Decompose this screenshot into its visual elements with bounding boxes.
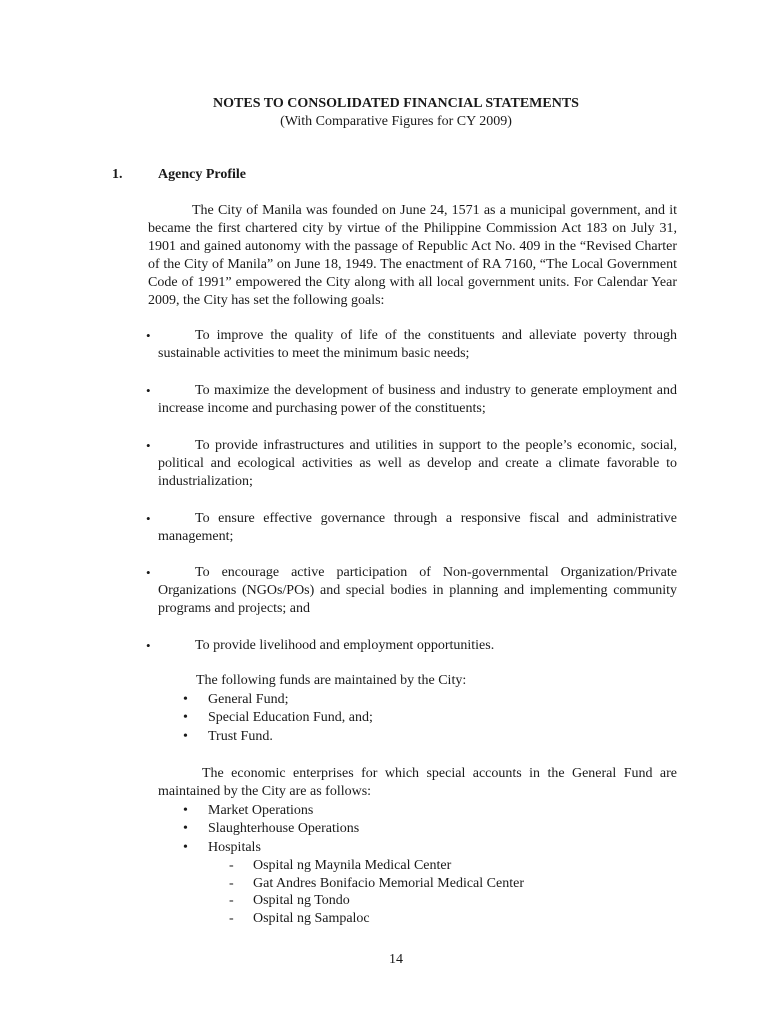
dash-icon: - [229,858,234,873]
enterprise-label: Slaughterhouse Operations [208,821,360,837]
intro-text: The City of Manila was founded on June 24, 1571 as a municipal government, and it became the first chartered city by virtue of the Philippine Commission Act 183 on July 31, 1901 and gained autonomy with the passage of Republic Act No. 409 in the “Revised Charter of the City of Manila” on June 18, 1949. The enactment of RA 7160, “The Local Government Code of 1991” empowered the City along with all local government units. For Calendar Year 2009, the City has set the following goals: [148,203,677,308]
bullet-icon: • [146,565,151,580]
fund-label: Trust Fund. [208,728,273,744]
bullet-icon: • [183,803,188,818]
list-item [183,728,373,746]
document-title: NOTES TO CONSOLIDATED FINANCIAL STATEMENTS [213,96,579,111]
bullet-icon: • [146,511,151,526]
enterprises-intro-text: The economic enterprises for which special accounts in the General Fund are maintained by the City are as follows: [158,766,677,799]
goal-text: To improve the quality of life of the constituents and alleviate poverty through sustainable activities to meet the minimum basic needs; [158,328,677,361]
goal-text: To provide infrastructures and utilities in support to the people’s economic, social, political and ecological activities as well as develop and create a climate favorable to industrialization; [158,438,677,489]
hospital-label: Ospital ng Tondo [253,893,350,908]
intro-paragraph [148,202,677,310]
funds-intro: The following funds are maintained by the City: [196,673,467,688]
section-number: 1. [112,167,123,182]
dash-icon: - [229,875,234,891]
bullet-icon: • [183,728,188,744]
enterprises-intro [158,765,677,801]
list-item [229,910,524,928]
bullet-icon: • [146,638,151,653]
list-item [183,709,373,727]
document-subtitle: (With Comparative Figures for CY 2009) [280,114,512,129]
hospital-label: Gat Andres Bonifacio Memorial Medical Center [253,875,524,891]
funds-list [183,691,373,746]
goal-item [158,564,677,618]
enterprise-label: Market Operations [208,803,314,818]
list-item [229,892,524,910]
list-item [229,857,524,875]
enterprise-label: Hospitals [208,839,261,855]
bullet-icon: • [146,383,151,398]
hospital-label: Ospital ng Sampaloc [253,910,370,926]
section-title: Agency Profile [158,167,246,182]
page-number: 14 [389,952,403,967]
goal-text: To maximize the development of business and industry to generate employment and increase income and purchasing power of the constituents; [158,383,677,416]
bullet-icon: • [183,839,188,855]
bullet-icon: • [183,710,188,726]
goal-item [158,510,677,546]
list-item [229,875,524,893]
bullet-icon: • [183,821,188,837]
goal-text: To encourage active participation of Non-governmental Organization/Private Organizations (NGOs/POs) and special bodies in planning and implementing community programs and projects; and [158,565,677,616]
goal-item [158,437,677,491]
list-item [183,820,359,838]
goal-item [158,637,677,655]
dash-icon: - [229,910,234,926]
list-item [183,802,359,820]
goal-item [158,382,677,418]
bullet-icon: • [183,692,188,707]
goal-text: To provide livelihood and employment opportunities. [195,638,495,653]
goal-text: To ensure effective governance through a responsive fiscal and administrative management; [158,511,677,544]
list-item [183,839,359,857]
bullet-icon: • [146,328,151,343]
fund-label: Special Education Fund, and; [208,710,373,726]
hospitals-list [229,857,524,927]
hospital-label: Ospital ng Maynila Medical Center [253,858,452,873]
enterprises-list [183,802,359,857]
goal-item [158,327,677,363]
bullet-icon: • [146,438,151,453]
fund-label: General Fund; [208,692,289,707]
list-item [183,691,373,709]
dash-icon: - [229,893,234,908]
